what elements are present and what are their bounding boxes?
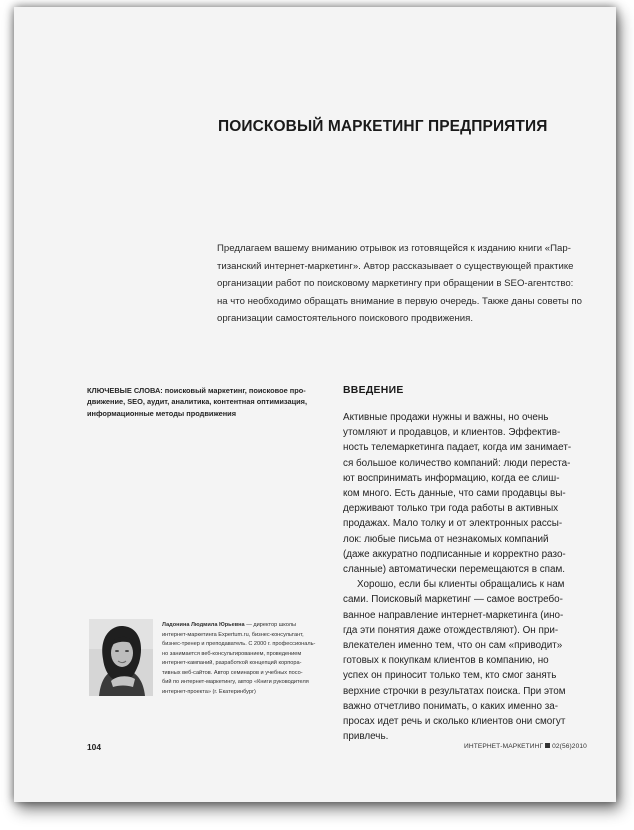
body-line: сами. Поисковый маркетинг — самое востребо-: [343, 594, 563, 606]
body-line: Хорошо, если бы клиенты обращались к нам: [357, 579, 565, 591]
body-line: влекателен именно тем, что он сам «приводит»: [343, 640, 563, 652]
bio-line: тивных веб-сайтов. Автор семинаров и учебных посо-: [162, 669, 303, 676]
intro-line: на что необходимо обращать внимание в первую очередь. Также даны советы по: [217, 295, 582, 307]
keywords-line: движение, SEO, аудит, аналитика, контентная оптимизация,: [87, 397, 308, 407]
magazine-name: ИНТЕРНЕТ-МАРКЕТИНГ: [464, 743, 544, 750]
section-heading: ВВЕДЕНИЕ: [343, 385, 404, 396]
bio-line: [162, 621, 342, 631]
body-line: ком много. Есть данные, что сами продавцы вы-: [343, 488, 566, 500]
body-line: готовых к покупкам клиентов в компанию, но: [343, 655, 549, 667]
body-line: продажах. Мало толку и от электронных рассы-: [343, 518, 563, 530]
article-title: ПОИСКОВЫЙ МАРКЕТИНГ ПРЕДПРИЯТИЯ: [218, 118, 548, 135]
author-bio: [162, 621, 342, 697]
intro-line: Предлагаем вашему вниманию отрывок из готовящейся к изданию книги «Пар-: [217, 243, 571, 254]
bio-line: интернет-кампаний, разработкой концепций корпора-: [162, 660, 302, 666]
body-line: ся большое количество компаний: люди переста-: [343, 457, 571, 469]
body-line: (даже аккуратно подписанные и корректно разо-: [343, 548, 566, 560]
page-number: 104: [87, 742, 101, 752]
body-line: успех он приносит только тем, кто смог занять: [343, 670, 557, 682]
article-intro: [217, 240, 600, 328]
body-line: просах идет речь и сколько клиентов они смогут: [343, 716, 566, 728]
bio-line: но занимается веб-консультированием, проведением: [162, 650, 302, 657]
author-portrait-image: [89, 619, 153, 696]
body-line: ют воспринимать информацию, когда ее слиш-: [343, 472, 560, 484]
intro-line: тизанский интернет-маркетинг». Автор рассказывает о существующей практике: [217, 260, 574, 272]
keywords-line: КЛЮЧЕВЫЕ СЛОВА: поисковый маркетинг, поисковое про-: [87, 386, 306, 395]
body-line: держивают только три года работы в активных: [343, 503, 559, 515]
body-line: гда эти понятия даже отождествляют). Он при-: [343, 624, 559, 636]
body-line: Активные продажи нужны и важны, но очень: [343, 412, 549, 423]
bio-line: бизнес-тренер и преподаватель. С 2000 г. профессиональ-: [162, 641, 316, 647]
bio-line: интернет-маркетинга Expertum.ru, бизнес-консультант,: [162, 631, 304, 638]
author-photo: [89, 619, 153, 696]
magazine-page: [14, 7, 616, 802]
issue-number: 02(56)2010: [552, 743, 587, 750]
bio-line-text: — директор школы: [244, 622, 297, 628]
body-line: ность телемаркетинга падает, когда им занимает-: [343, 442, 572, 454]
body-line: утомляют и продавцов, и клиентов. Эффектив-: [343, 427, 561, 439]
body-line: важно отчетливо понимать, о каких именно за-: [343, 700, 559, 712]
body-line: верхние строчки в результатах поиска. При этом: [343, 685, 566, 697]
keywords-line: информационные методы продвижения: [87, 408, 237, 418]
magazine-footer: [464, 743, 587, 750]
body-line: привлечь.: [343, 731, 389, 743]
keywords-block: [87, 385, 339, 419]
author-name: Ладонина Людмила Юрьевна: [162, 622, 245, 628]
body-line: лок: любые письма от незнакомых компаний: [343, 533, 549, 545]
intro-line: организации самостоятельного поискового продвижения.: [217, 313, 473, 325]
bio-line: бий по интернет-маркетингу, автор «Книги руководителя: [162, 679, 309, 685]
intro-line: организации работ по поисковому маркетингу при обращении в SEO-агентство:: [217, 278, 574, 290]
body-line: сланные) автоматически перемещаются в спам.: [343, 564, 566, 576]
square-bullet-icon: [545, 743, 550, 748]
body-text: [343, 410, 603, 744]
body-line: ванное направление интернет-маркетинга (ино-: [343, 609, 564, 621]
bio-line: интернет-проекта» (г. Екатеринбург): [162, 688, 256, 695]
